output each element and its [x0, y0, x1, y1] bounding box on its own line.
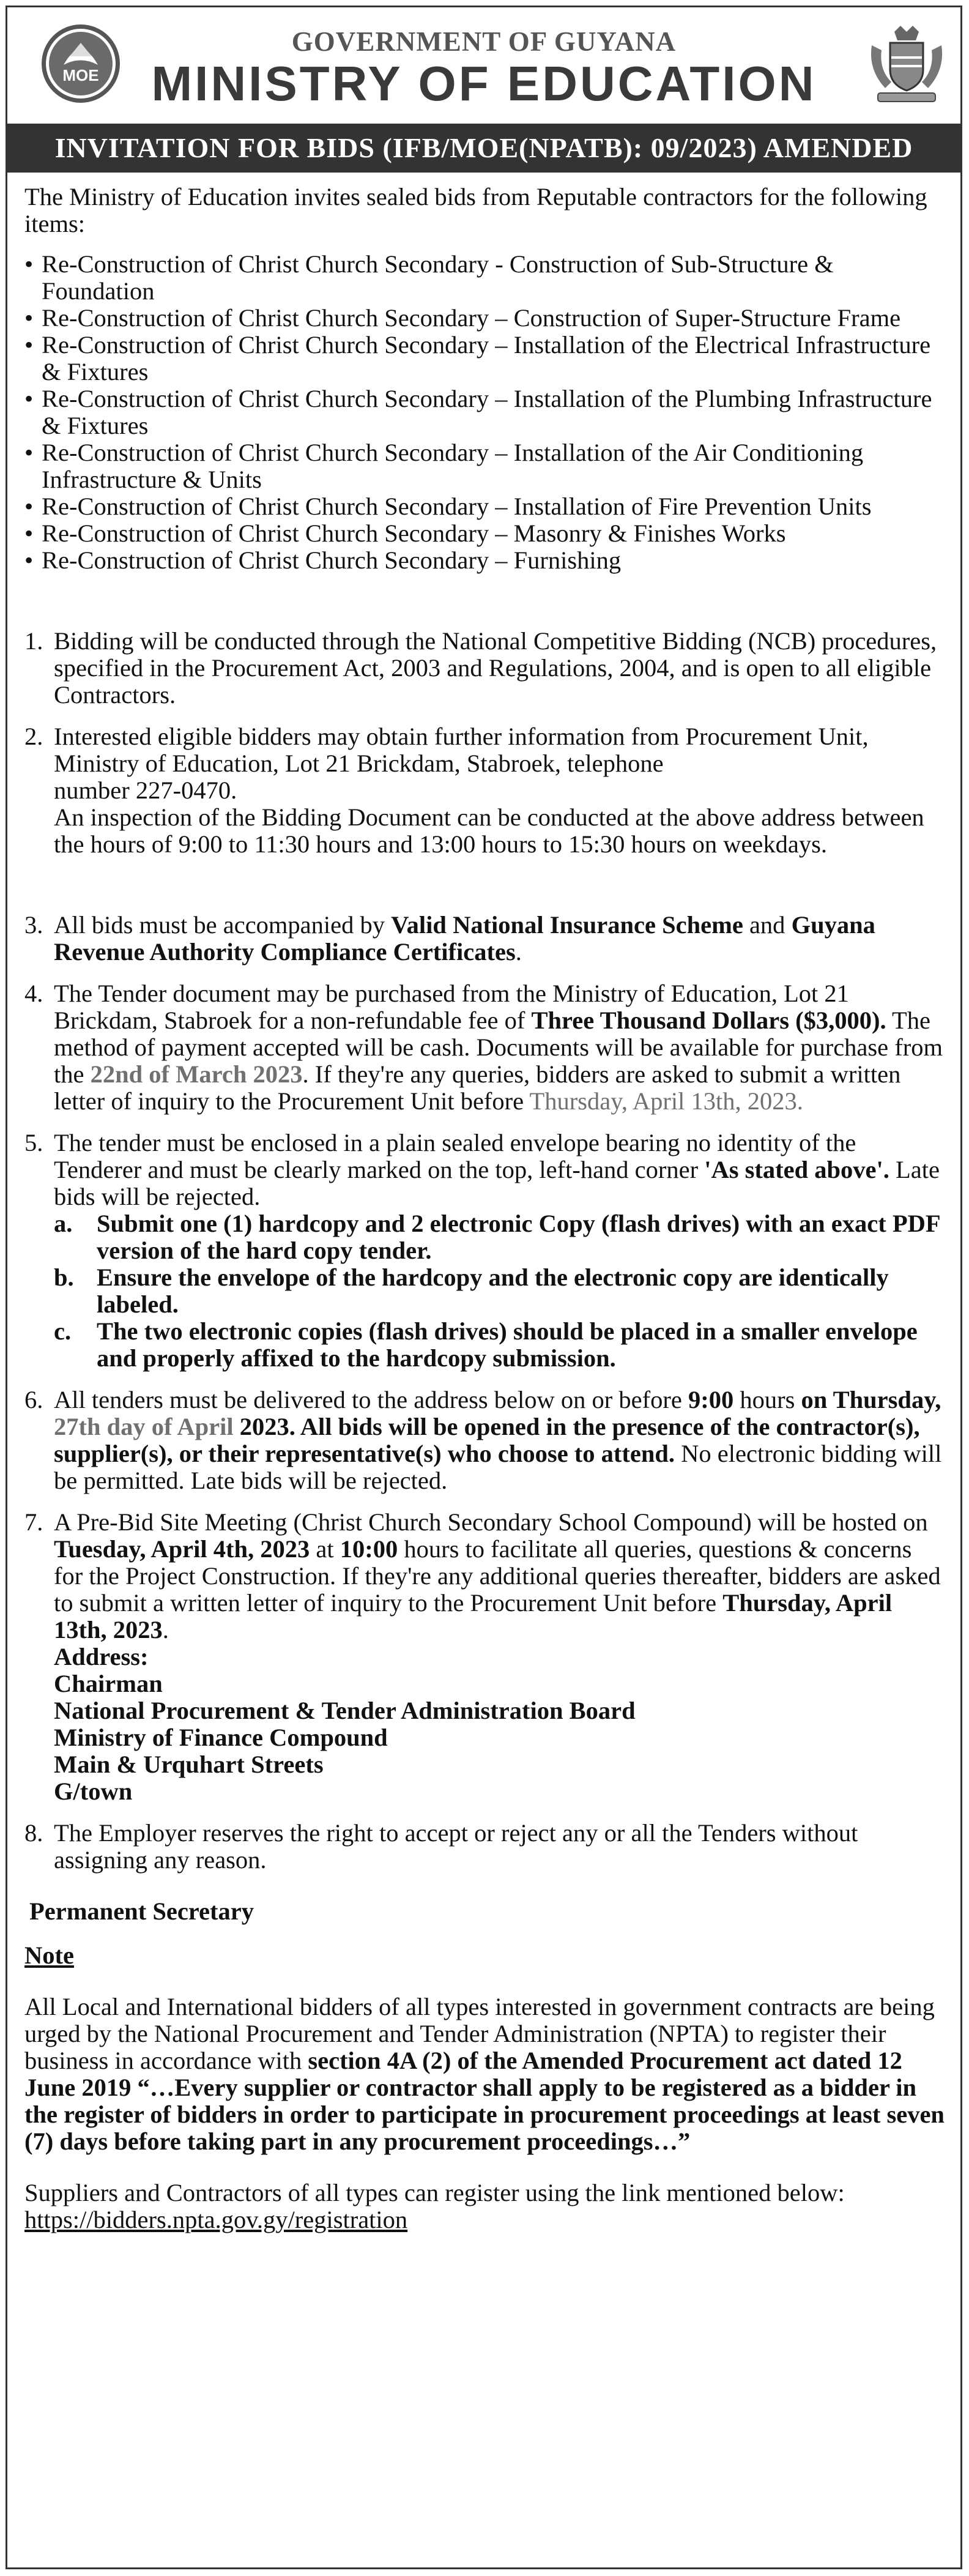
clause-6: 6. All tenders must be delivered to the address below on or before 9:00 hours on Thursday, 27th day of April 2023. All bids will be opened in the presence of the contractor(s), supplier(s), or their representative(s) who choose to attend. No electronic bidding will be permitted. Late bids will be rejected. [24, 1386, 942, 1494]
clause-5a: a. Submit one (1) hardcopy and 2 electronic Copy (flash drives) with an exact PDF version of the hard copy tender. [54, 1210, 940, 1264]
list-item: • Re-Construction of Christ Church Secondary - Construction of Sub-Structure & Foundation [24, 250, 834, 305]
registration-text: Suppliers and Contractors of all types can register using the link mentioned below: [24, 2179, 845, 2206]
coat-of-arms-emblem [867, 21, 946, 106]
list-item: • Re-Construction of Christ Church Secondary – Masonry & Finishes Works [24, 519, 786, 547]
clause-2: 2. Interested eligible bidders may obtain further information from Procurement Unit, Ministry of Education, Lot 21 Brickdam, Stabroek, telephone number 227-0470. An inspection of the Bidding Document can be conducted at the above address between the hours of 9:00 to 11:30 hours and 13:00 hours to 15:30 hours on weekdays. [24, 723, 924, 858]
list-item: • Re-Construction of Christ Church Secondary – Installation of the Air Conditioning Infrastructure & Units [24, 439, 864, 493]
list-item: • Re-Construction of Christ Church Secondary – Construction of Super-Structure Frame [24, 304, 901, 332]
invitation-title-banner: INVITATION FOR BIDS (IFB/MOE(NPATB): 09/2023) AMENDED [7, 124, 960, 173]
note-heading: Note [24, 1941, 74, 1969]
signatory: Permanent Secretary [29, 1897, 254, 1925]
svg-text:MOE: MOE [62, 66, 99, 84]
list-item: • Re-Construction of Christ Church Secondary – Installation of Fire Prevention Units [24, 493, 872, 520]
address-line: National Procurement & Tender Administration Board [54, 1697, 636, 1724]
ministry-title: MINISTRY OF EDUCATION [151, 56, 817, 111]
clause-5c: c. The two electronic copies (flash drives) should be placed in a smaller envelope and properly affixed to the hardcopy submission. [54, 1317, 918, 1372]
advertisement-page [6, 6, 962, 2569]
clause-8: 8. The Employer reserves the right to accept or reject any or all the Tenders without assigning any reason. [24, 1819, 858, 1874]
government-title: GOVERNMENT OF GUYANA [291, 26, 677, 57]
list-item: • Re-Construction of Christ Church Secondary – Installation of the Electrical Infrastructure & Fixtures [24, 331, 931, 385]
address-line: Ministry of Finance Compound [54, 1724, 388, 1751]
clause-5b: b. Ensure the envelope of the hardcopy and the electronic copy are identically labeled. [54, 1264, 889, 1318]
masthead [7, 7, 960, 116]
note-paragraph: All Local and International bidders of all types interested in government contracts are being urged by the National Procurement and Tender Administration (NPTA) to register their business in accordance with section 4A (2) of the Amended Procurement act dated 12 June 2019 “…Every supplier or contractor shall apply to be registered as a bidder in the register of bidders in order to participate in procurement proceedings at least seven (7) days before taking part in any procurement proceedings…” [24, 1993, 945, 2155]
address-line: Main & Urquhart Streets [54, 1751, 324, 1778]
address-line: G/town [54, 1778, 133, 1805]
clause-5: 5. The tender must be enclosed in a plain sealed envelope bearing no identity of the Tenderer and must be clearly marked on the top, left-hand corner 'As stated above'. Late bids will be rejected. a. Submit one (1) hardcopy and 2 electronic Copy (flash drives) with an exact PDF version of the hard copy tender. b. Ensure the envelope of the hardcopy and the electronic copy are identically labeled. c. The two electronic copies (flash drives) should be placed in a smaller envelope and properly affixed to the hardcopy submission. [24, 1130, 945, 1372]
registration-link[interactable]: https://bidders.npta.gov.gy/registration [24, 2206, 408, 2233]
list-item: • Re-Construction of Christ Church Secondary – Installation of the Plumbing Infrastructure & Fixtures [24, 385, 932, 439]
clause-3: 3. All bids must be accompanied by Valid National Insurance Scheme and Guyana Revenue Authority Compliance Certificates. [24, 911, 875, 966]
clause-4: 4. The Tender document may be purchased from the Ministry of Education, Lot 21 Brickdam, Stabroek for a non-refundable fee of Three Thousand Dollars ($3,000). The method of payment accepted will be cash. Documents will be available for purchase from the 22nd of March 2023. If they're any queries, bidders are asked to submit a written letter of inquiry to the Procurement Unit before Thursday, April 13th, 2023. [24, 980, 943, 1115]
address-label: Address: [54, 1643, 149, 1670]
document-body [24, 184, 945, 2233]
clause-7: 7. A Pre-Bid Site Meeting (Christ Church Secondary School Compound) will be hosted on Tuesday, April 4th, 2023 at 10:00 hours to facilitate all queries, questions & concerns for the Project Construction. If they're any additional queries thereafter, bidders are asked to submit a written letter of inquiry to the Procurement Unit before Thursday, April 13th, 2023. Address: Chairman National Procurement & Tender Administration Board Ministry of Finance Compound Main & Urquhart Streets G/town [24, 1509, 945, 1805]
intro-paragraph: The Ministry of Education invites sealed bids from Reputable contractors for the following items: [24, 183, 927, 237]
list-item: • Re-Construction of Christ Church Secondary – Furnishing [24, 546, 622, 574]
clause-1: 1. Bidding will be conducted through the National Competitive Bidding (NCB) procedures, specified in the Procurement Act, 2003 and Regulations, 2004, and is open to all eligible Contractors. [24, 627, 937, 709]
bid-items-list [24, 251, 945, 574]
address-line: Chairman [54, 1670, 163, 1697]
